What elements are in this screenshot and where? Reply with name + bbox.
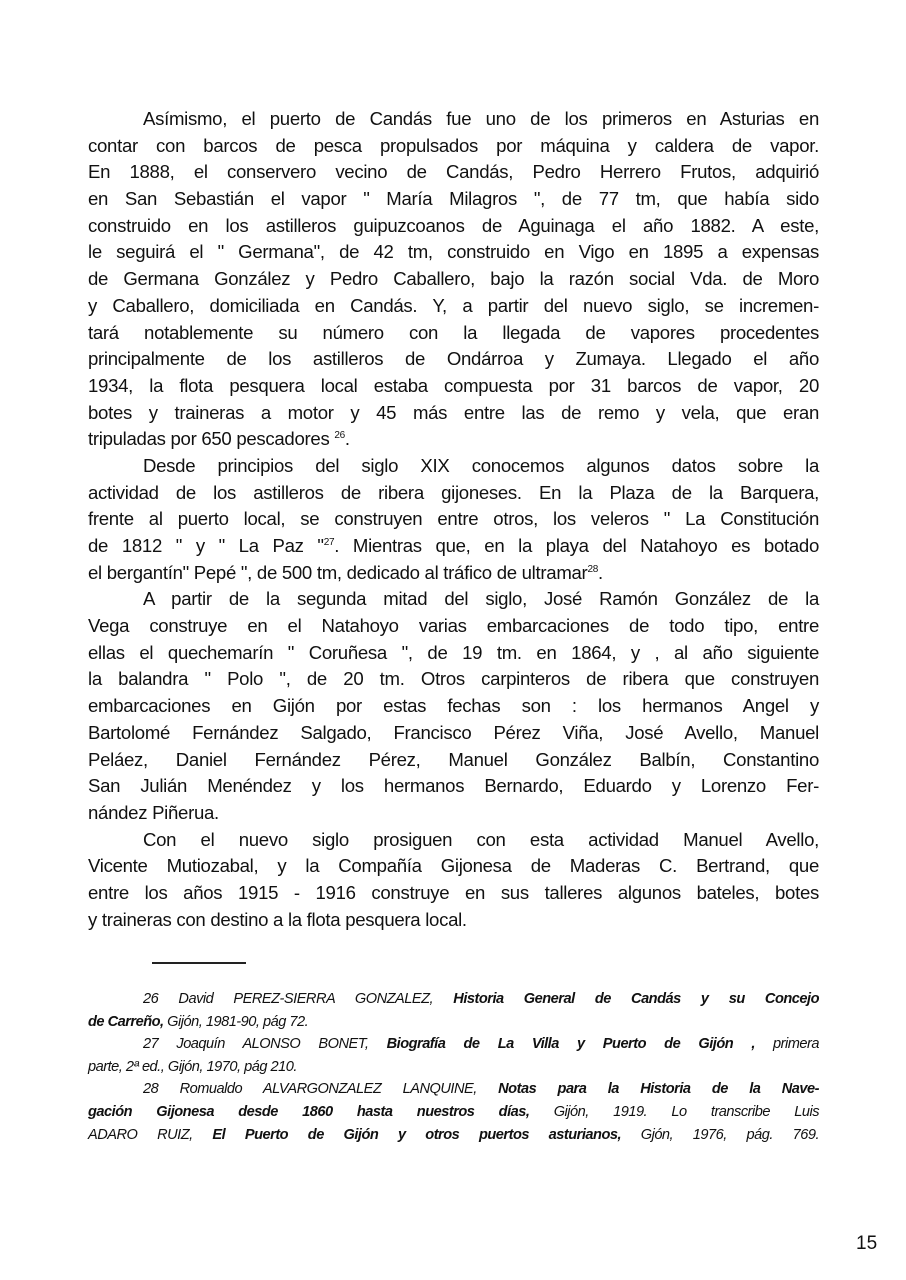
footnote-line	[88, 1124, 819, 1147]
body-line	[88, 293, 819, 320]
line-text: construido en los astilleros guipuzcoanos de Aguinaga el año 1882. A este,	[88, 214, 819, 236]
body-line	[88, 827, 819, 854]
line-text: Bartolomé Fernández Salgado, Francisco Pérez Viña, José Avello, Manuel	[88, 721, 819, 743]
line-text: le seguirá el " Germana", de 42 tm, construido en Vigo en 1895 a expensas	[88, 241, 819, 263]
body-text	[88, 106, 819, 933]
line-text: A partir de la segunda mitad del siglo, José Ramón González de la	[143, 588, 819, 610]
line-text: actividad de los astilleros de ribera gijoneses. En la Plaza de la Barquera,	[88, 481, 819, 503]
footnote-text: 26 David PEREZ-SIERRA GONZALEZ,	[143, 991, 454, 1007]
line-text-after: .	[344, 428, 350, 450]
body-line	[88, 346, 819, 373]
footnotes	[88, 988, 819, 1146]
body-line	[88, 266, 819, 293]
footnote-text: Gjón, 1976, pág. 769.	[621, 1126, 820, 1143]
line-text-after: . Mientras que, en la playa del Natahoyo es botado	[334, 535, 819, 556]
footnote-text: ADARO RUIZ,	[88, 1126, 213, 1143]
footnote-title: El Puerto de Gijón y otros puertos asturianos,	[212, 1126, 622, 1143]
body-line	[88, 666, 819, 693]
body-line	[88, 800, 819, 827]
body-line	[88, 853, 819, 880]
footnote-title: Notas para la Historia de la Nave-	[498, 1081, 820, 1098]
line-text: la balandra " Polo ", de 20 tm. Otros carpinteros de ribera que construyen	[88, 668, 819, 690]
footnote-text: 28 Romualdo ALVARGONZALEZ LANQUINE,	[143, 1081, 499, 1098]
line-text: tará notablemente su número con la llegada de vapores procedentes	[88, 321, 819, 343]
body-line	[88, 106, 819, 133]
footnote-title: Biografía de La Villa y Puerto de Gijón ,	[386, 1036, 755, 1053]
footnote-ref: 27	[323, 537, 335, 548]
line-text: nández Piñerua.	[88, 801, 219, 823]
line-text: Asímismo, el puerto de Candás fue uno de los primeros en Asturias en	[143, 108, 819, 129]
line-text: En 1888, el conservero vecino de Candás, Pedro Herrero Frutos, adquirió	[88, 161, 819, 183]
footnote-line	[88, 1033, 819, 1056]
body-line	[88, 133, 819, 160]
footnote-title: gación Gijonesa desde 1860 hasta nuestros días,	[88, 1103, 530, 1120]
footnote-line	[88, 1101, 819, 1124]
body-line	[88, 560, 819, 587]
footnote-line	[88, 1078, 819, 1101]
footnote-ref: 28	[587, 563, 598, 575]
line-text: de 1812 " y " La Paz "	[88, 535, 324, 556]
line-text: de Germana González y Pedro Caballero, bajo la razón social Vda. de Moro	[88, 268, 819, 290]
line-text: Desde principios del siglo XIX conocemos algunos datos sobre la	[143, 454, 819, 476]
line-text: en San Sebastián el vapor " María Milagros ", de 77 tm, que había sido	[88, 188, 819, 210]
footnote-line	[88, 1011, 819, 1034]
line-text: embarcaciones en Gijón por estas fechas son : los hermanos Angel y	[88, 695, 819, 717]
body-line	[88, 907, 819, 934]
body-line	[88, 186, 819, 213]
body-line	[88, 506, 819, 533]
body-line	[88, 400, 819, 427]
line-text: principalmente de los astilleros de Ondárroa y Zumaya. Llegado el año	[88, 348, 819, 370]
body-line	[88, 453, 819, 480]
line-text: Vega construye en el Natahoyo varias embarcaciones de todo tipo, entre	[88, 615, 819, 637]
body-line	[88, 720, 819, 747]
line-text: el bergantín" Pepé ", de 500 tm, dedicado al tráfico de ultramar	[88, 561, 588, 583]
line-text: ellas el quechemarín " Coruñesa ", de 19 tm. en 1864, y , al año siguiente	[88, 641, 819, 663]
body-line	[88, 373, 819, 400]
body-line	[88, 533, 819, 560]
body-line	[88, 213, 819, 240]
body-line	[88, 586, 819, 613]
footnote-text: primera	[754, 1036, 820, 1053]
line-text: San Julián Menéndez y los hermanos Bernardo, Eduardo y Lorenzo Fer-	[88, 775, 819, 797]
line-text: Vicente Mutiozabal, y la Compañía Gijonesa de Maderas C. Bertrand, que	[88, 855, 819, 877]
body-line	[88, 426, 819, 453]
body-line	[88, 747, 819, 774]
footnote-line	[88, 988, 819, 1011]
body-line	[88, 693, 819, 720]
body-line	[88, 880, 819, 907]
footnote-text: Gijón, 1981-90, pág 72.	[163, 1013, 309, 1030]
footnote-text: Gijón, 1919. Lo transcribe Luis	[529, 1103, 819, 1120]
line-text: tripuladas por 650 pescadores	[88, 428, 335, 450]
line-text: botes y traineras a motor y 45 más entre las de remo y vela, que eran	[88, 401, 819, 423]
body-line	[88, 159, 819, 186]
body-line	[88, 320, 819, 347]
body-line	[88, 640, 819, 667]
line-text: 1934, la flota pesquera local estaba compuesta por 31 barcos de vapor, 20	[88, 374, 819, 396]
footnote-text: parte, 2ª ed., Gijón, 1970, pág 210.	[88, 1058, 297, 1075]
line-text: y Caballero, domiciliada en Candás. Y, a partir del nuevo siglo, se incremen-	[88, 294, 819, 316]
footnote-text: 27 Joaquín ALONSO BONET,	[143, 1036, 387, 1053]
line-text: Peláez, Daniel Fernández Pérez, Manuel González Balbín, Constantino	[88, 748, 819, 770]
footnote-title: de Carreño,	[88, 1013, 164, 1030]
line-text: Con el nuevo siglo prosiguen con esta actividad Manuel Avello,	[143, 828, 819, 850]
footnote-separator	[152, 962, 246, 964]
line-text-after: .	[597, 561, 603, 583]
footnote-title: Historia General de Candás y su Concejo	[453, 991, 819, 1007]
line-text: frente al puerto local, se construyen entre otros, los veleros " La Constitución	[88, 508, 819, 530]
line-text: contar con barcos de pesca propulsados por máquina y caldera de vapor.	[88, 134, 819, 156]
footnote-ref: 26	[334, 430, 345, 442]
footnote-line	[88, 1056, 819, 1079]
page-number: 15	[856, 1233, 878, 1254]
line-text: y traineras con destino a la flota pesquera local.	[88, 908, 467, 930]
body-line	[88, 239, 819, 266]
body-line	[88, 613, 819, 640]
body-line	[88, 773, 819, 800]
body-line	[88, 480, 819, 507]
line-text: entre los años 1915 - 1916 construye en sus talleres algunos bateles, botes	[88, 881, 819, 903]
